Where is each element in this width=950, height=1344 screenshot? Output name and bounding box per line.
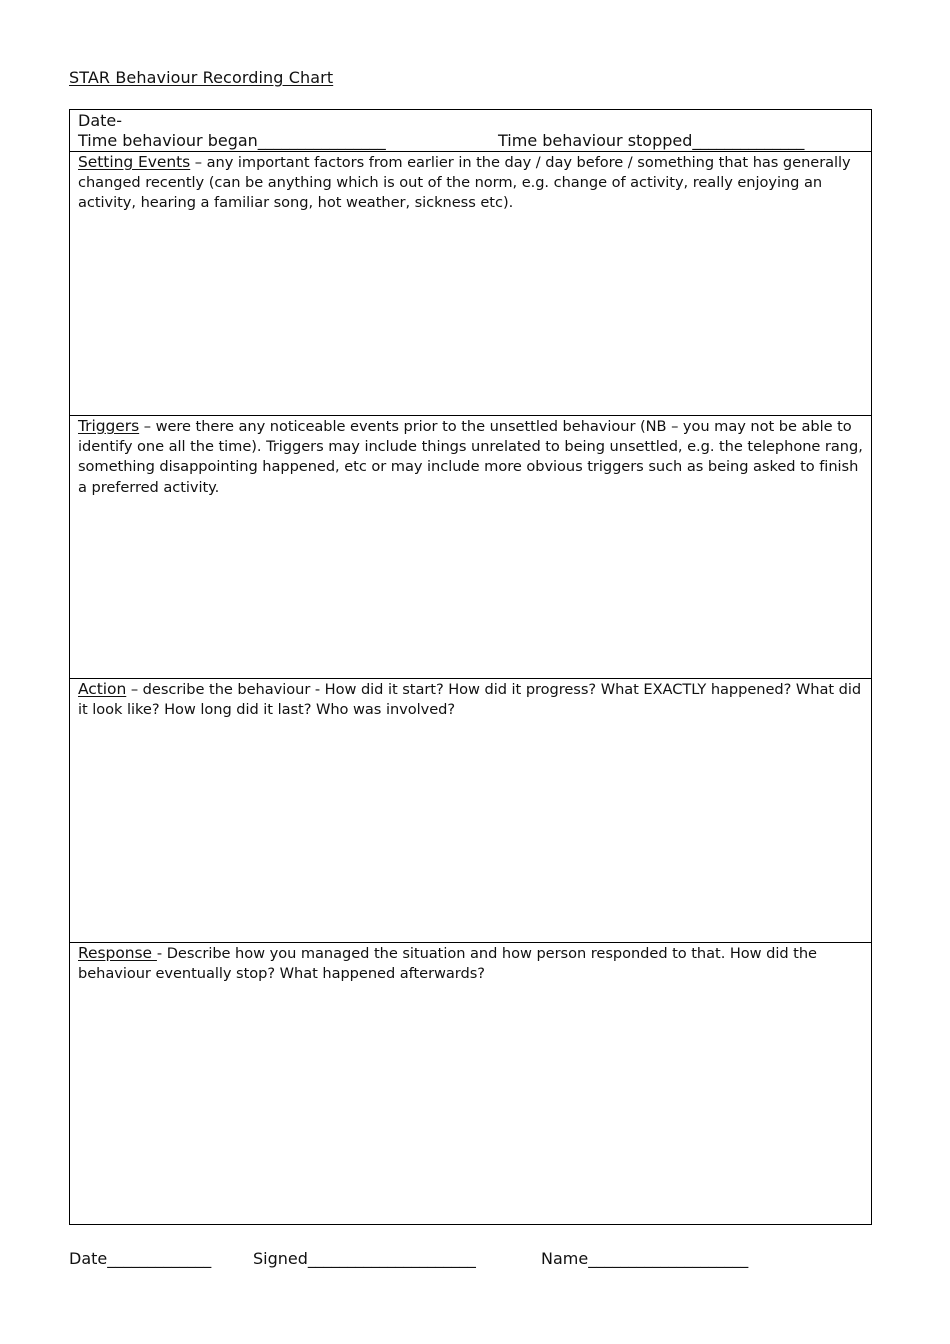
response-heading: Response [78, 944, 157, 962]
time-stopped-field[interactable]: Time behaviour stopped______________ [498, 131, 805, 150]
setting-events-heading: Setting Events [78, 153, 191, 171]
star-recording-form [69, 109, 872, 1225]
triggers-description [78, 416, 863, 498]
response-description [78, 943, 863, 984]
page-title: STAR Behaviour Recording Chart [69, 68, 334, 87]
action-section[interactable] [70, 679, 871, 943]
action-text: – describe the behaviour - How did it start? How did it progress? What EXACTLY happened? What did it look like? How long did it last? Who was involved? [78, 681, 862, 719]
footer-date-field[interactable]: Date_____________ [69, 1249, 212, 1268]
footer-name-field[interactable]: Name____________________ [541, 1249, 749, 1268]
setting-events-description [78, 152, 863, 214]
date-time-row [70, 110, 871, 152]
footer-signed-field[interactable]: Signed_____________________ [253, 1249, 476, 1268]
triggers-text: – were there any noticeable events prior to the unsettled behaviour (NB – you may not be able to identify one all the time). Triggers may include things unrelated to being unsettled, e.g. the telephone rang, something disappointing happened, etc or may include more obvious triggers such as being asked to finish a preferred activity. [78, 418, 863, 496]
time-fields [78, 131, 863, 150]
date-field[interactable]: Date- [78, 111, 123, 130]
response-text: - Describe how you managed the situation and how person responded to that. How did the behaviour eventually stop? What happened afterwards? [78, 945, 817, 983]
response-section[interactable] [70, 943, 871, 1226]
time-began-field[interactable]: Time behaviour began________________ [78, 131, 386, 150]
setting-events-text: – any important factors from earlier in the day / day before / something that has generally changed recently (can be anything which is out of the norm, e.g. change of activity, really enjoying an activity, hearing a familiar song, hot weather, sickness etc). [78, 154, 851, 212]
action-heading: Action [78, 680, 127, 698]
setting-events-section[interactable] [70, 152, 871, 416]
triggers-section[interactable] [70, 416, 871, 679]
action-description [78, 679, 863, 720]
triggers-heading: Triggers [78, 417, 140, 435]
